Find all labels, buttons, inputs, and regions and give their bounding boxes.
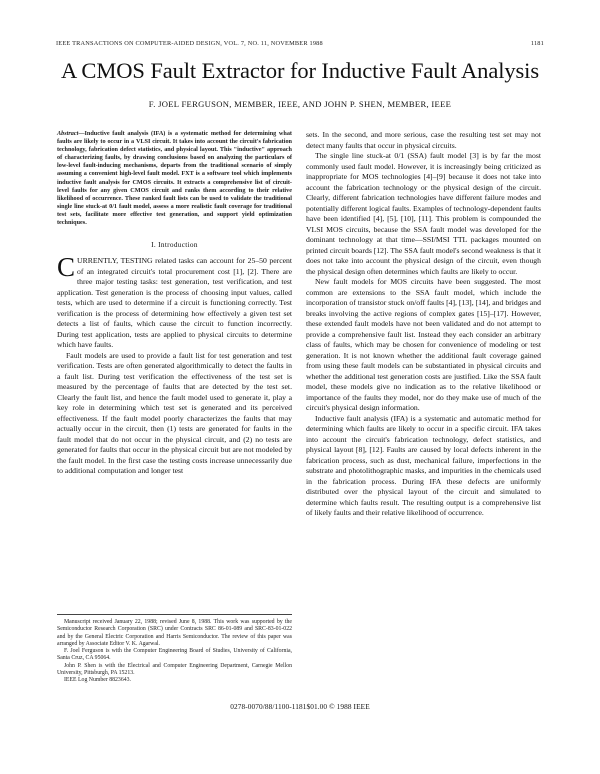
drop-cap: C [57, 252, 76, 283]
footnote-author1: F. Joel Ferguson is with the Computer Engineering Board of Studies, University of California, Santa Cruz, CA 95064. [57, 648, 292, 662]
journal-name: IEEE TRANSACTIONS ON COMPUTER-AIDED DESIGN, VOL. 7, NO. 11, NOVEMBER 1988 [56, 40, 323, 47]
page-number: 1181 [530, 40, 544, 47]
running-head [56, 40, 544, 47]
paragraph-text: URRENTLY, TESTING related tasks can account for 25–50 percent of an integrated circuit's total procurement cost [1], [2]. There are three major testing tasks: test generation, test verification, and test application. Test generation is the process of choosing input values, called tests, which are used to determine if a circuit is functioning correctly. Test verification is the process of determining how effectively a given test set detects a list of faults, which cause the circuit to function incorrectly. During test application, tests are applied to physical circuits to determine which have faults. [57, 256, 292, 350]
paragraph: Inductive fault analysis (IFA) is a systematic and automatic method for determining which faults are likely to occur in a specific circuit. IFA takes into account the circuit's fabrication technology, defect statistics, and physical layout [8], [12]. Faults are caused by local defects inherent in the fabrication process, such as dust, mechanical failure, imperfections in the substrate and photolithographic masks, and impurities in the chemicals used in the fabrication process. During IFA these defects are uniformly distributed over the physical layout of the circuit and simulated to determine which faults result. The resulting output is a comprehensive list of likely faults and their relative likelihood of occurrence. [306, 413, 541, 517]
paper-title: A CMOS Fault Extractor for Inductive Fault Analysis [61, 58, 539, 83]
copyright-line: 0278-0070/88/1100-1181$01.00 © 1988 IEEE [230, 702, 370, 711]
paragraph [57, 252, 292, 351]
paragraph: The single line stuck-at 0/1 (SSA) fault model [3] is by far the most commonly used fault model. However, it is increasingly being criticized as inappropriate for MOS technologies [4]–[9] because it does not take into account the fabrication technology or the physical design of the circuit. Clearly, different fabrication technologies have different failure modes and potentially different logical faults. Examples of technology-dependent faults have been identified [4], [5], [10], [11]. This problem is compounded the VLSI MOS circuits, because the SSA fault model was developed for the dominant technology at that time—SSI/MSI TTL packages mounted on printed circuit boards [12]. The SSA fault model's second weakness is that it does not take into account the physical design of the circuit, even though the physical design often determines which faults are likely to occur. [306, 151, 541, 276]
footnote-manuscript: Manuscript received January 22, 1988; revised June 8, 1988. This work was supported by the Semiconductor Research Corporation (SRC) under Contracts SRC 86-01-089 and SRC-83-01-022 and by the General Electric Corporation and Harris Semiconductor. The review of this paper was arranged by Associate Editor V. K. Agarwal. [57, 619, 292, 647]
abstract-text: —Inductive fault analysis (IFA) is a systematic method for determining what faults are likely to occur in a VLSI circuit. It takes into account the circuit's fabrication technology, fabrication defect statistics, and physical layout. This "inductive" approach of characterizing faults, by drawing conclusions based on analyzing the particulars of low-level fault-inducing mechanisms, departs from the traditional scenario of simply assuming a convenient high-level fault model. FXT is a software tool which implements inductive fault analysis for CMOS circuits. It extracts a comprehensive list of circuit-level faults for any given CMOS circuit and ranks them according to their relative likelihood of occurrence. These ranked fault lists can be used to validate the traditional single line stuck-at 0/1 fault model, assess a more realistic fault coverage for traditional test sets, facilitate more effective test generation, and support yield optimization techniques. [57, 130, 292, 227]
author-line: F. JOEL FERGUSON, MEMBER, IEEE, AND JOHN P. SHEN, MEMBER, IEEE [148, 99, 452, 109]
right-column [306, 130, 541, 519]
footnote-author2: John P. Shen is with the Electrical and Computer Engineering Department, Carnegie Mellon University, Pittsburgh, PA 15213. [57, 662, 292, 677]
footnote-log-number: IEEE Log Number 8823643. [64, 677, 131, 684]
left-column [57, 130, 292, 477]
paragraph: New fault models for MOS circuits have been suggested. The most common are extensions to the SSA fault model, which include the incorporation of transistor stuck on/off faults [4], [13], [14], and bridges and breaks involving the active regions of complex gates [15]–[17]. However, these extended fault models have not been validated and do not attempt to provide a comprehensive fault list. Instead they each consider an arbitrary class of faults, which may be chosen for convenience of modeling or test generation. It is not known whether the additional fault coverage gained from using these fault models can be substantiated in physical circuits and whether the additional test generation costs are justified. Like the SSA fault model, these models give no indication as to the relative likelihood or importance of the faults they model, nor do they make use of much of the circuit's physical design information. [306, 277, 541, 412]
abstract [57, 130, 292, 227]
section-heading: I. Introduction [151, 240, 198, 250]
paragraph: sets. In the second, and more serious, case the resulting test set may not detect many faults that occur in physical circuits. [306, 130, 541, 150]
paragraph: Fault models are used to provide a fault list for test generation and test verification. Tests are often generated algorithmically to detect the faults in a fault list. During test verification the effectiveness of the test set is measured by the percentage of faults that are detected by the test set. Clearly the fault list, and hence the fault model used to generate it, play a key role in determining which test set is generated and its perceived effectiveness. If the fault model poorly characterizes the faults that may actually occur in the circuit, then (1) tests are generated for faults in the fault model that do not occur in the physical circuit, and (2) no tests are generated for faults that occur in the physical circuit but are not modeled by the fault model. In the first case the testing costs increase unnecessarily due to additional computation and longer test [57, 350, 292, 476]
footnotes [57, 614, 292, 685]
abstract-label: Abstract [57, 130, 79, 137]
